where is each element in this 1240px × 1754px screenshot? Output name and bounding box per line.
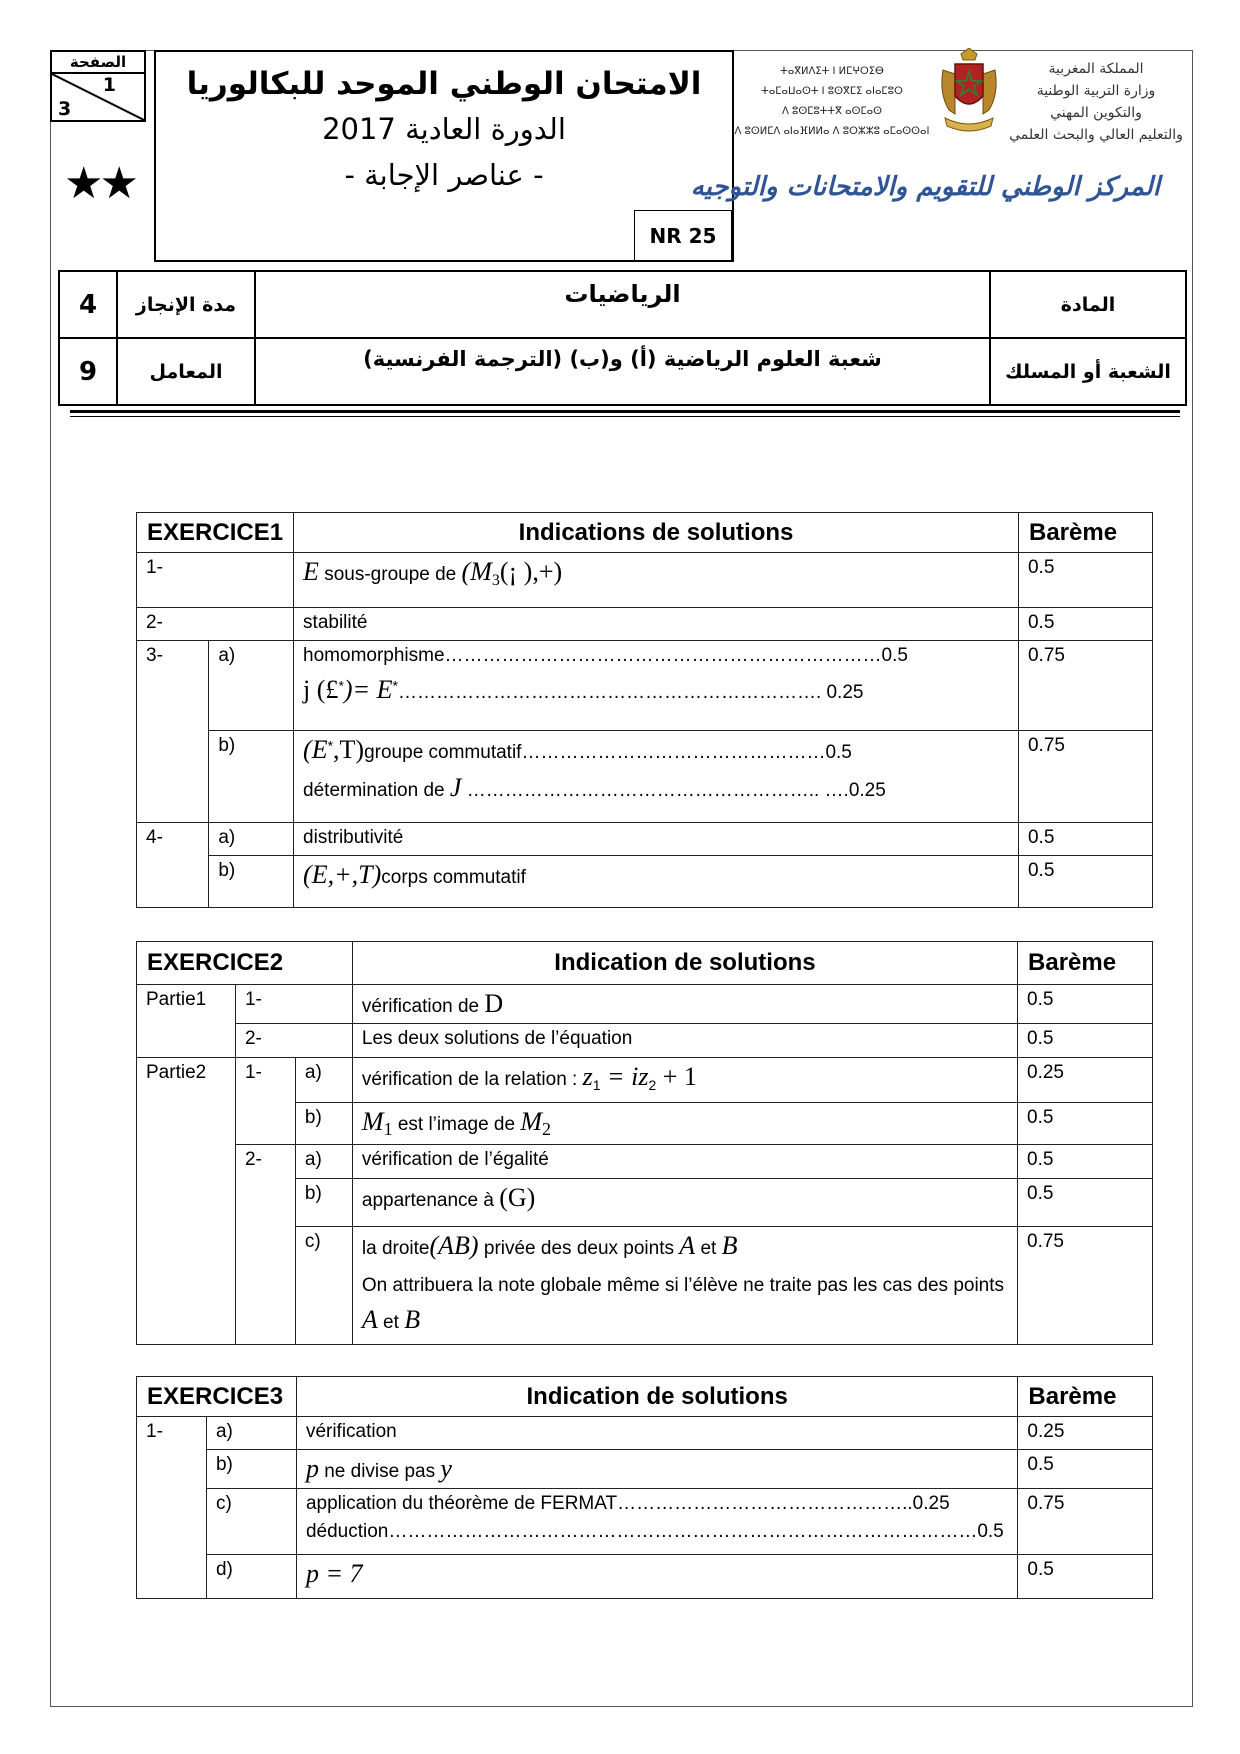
- question-letter: a): [209, 641, 294, 731]
- exam-subtitle: - عناصر الإجابة -: [344, 158, 544, 192]
- score: 0.5: [1018, 985, 1153, 1024]
- math: A: [361, 1305, 378, 1334]
- table-row: [137, 1417, 1153, 1450]
- solutions-header: Indication de solutions: [296, 1377, 1017, 1417]
- tifinagh-line: ⴷ ⵓⵙⵎⵓⵜⵜⴳ ⴰⵙⵎⴰⵙ: [782, 106, 882, 117]
- exam-code: NR 25: [634, 210, 732, 262]
- math: z: [582, 1062, 593, 1091]
- header-separator: [70, 410, 1180, 413]
- stream-label: الشعبة أو المسلك: [990, 338, 1186, 405]
- stream-name: شعبة العلوم الرياضية (أ) و(ب) (الترجمة الفرنسية): [255, 338, 990, 405]
- table-row: [137, 553, 1153, 608]
- tifinagh-line: ⴷ ⵓⵙⵍⵎⴷ ⴰⵏⴰⴼⵍⵍⴰ ⴷ ⵓⵔⵣⵣⵓ ⴰⵎⴰⵙⵙⴰⵏ: [734, 126, 930, 137]
- exam-session: الدورة العادية 2017: [322, 112, 566, 146]
- solution-text: vérification de l’égalité: [352, 1145, 1017, 1179]
- text: corps commutatif: [381, 867, 526, 888]
- score: 0.5: [1018, 856, 1152, 908]
- score: 0.75: [1018, 641, 1152, 731]
- math: E: [303, 557, 319, 586]
- score: 0.5: [1018, 1450, 1153, 1489]
- solution-text: [296, 1450, 1017, 1489]
- header-separator-thin: [70, 416, 1180, 417]
- solution-text: [294, 553, 1019, 608]
- coefficient-label: المعامل: [117, 338, 255, 405]
- table-row: [137, 1555, 1153, 1599]
- math: (AB): [429, 1231, 479, 1260]
- math: (E: [303, 735, 328, 764]
- evaluation-center-name: المركز الوطني للتقويم والامتحانات والتوجيه: [690, 172, 1160, 202]
- score: 0.75: [1018, 731, 1152, 823]
- text: ne divise pas: [318, 1461, 441, 1482]
- solution-text: [352, 1058, 1017, 1103]
- exercise-title: EXERCICE1: [137, 513, 294, 553]
- score: 0.5: [1018, 1179, 1153, 1227]
- ministry-line: المملكة المغربية: [1048, 61, 1144, 77]
- math-sup: *: [392, 677, 398, 694]
- table-row: [137, 1058, 1153, 1103]
- solutions-header: Indication de solutions: [352, 942, 1017, 985]
- table-header-row: [137, 942, 1153, 985]
- ministry-line: والتعليم العالي والبحث العلمي: [1009, 127, 1183, 143]
- table-header-row: [137, 513, 1153, 553]
- table-row: [137, 985, 1153, 1024]
- solution-text: [352, 1179, 1017, 1227]
- math: M: [520, 1107, 543, 1136]
- score: 0.75: [1018, 1227, 1153, 1345]
- table-header-row: [137, 1377, 1153, 1417]
- score: 0.5: [1018, 1024, 1153, 1058]
- question-number: 1-: [137, 1417, 207, 1599]
- solution-text: [294, 731, 1019, 823]
- question-letter: a): [206, 1417, 296, 1450]
- score: 0.5: [1018, 553, 1152, 608]
- text: groupe commutatif…………………………………………0.5: [364, 742, 852, 763]
- solution-text: Les deux solutions de l’équation: [352, 1024, 1017, 1058]
- solution-text: [296, 1555, 1017, 1599]
- score: 0.5: [1018, 1145, 1153, 1179]
- score: 0.5: [1018, 1103, 1153, 1145]
- question-number: 1-: [137, 553, 294, 608]
- ministry-line: والتكوين المهني: [1050, 105, 1142, 121]
- tifinagh-heading: [732, 62, 932, 142]
- math: J: [449, 773, 462, 802]
- text: sous-groupe de: [318, 564, 462, 585]
- ministry-heading: [1000, 58, 1192, 146]
- solution-line: [303, 773, 1009, 803]
- math: p: [305, 1454, 319, 1483]
- solution-line: [362, 1231, 1008, 1261]
- math-sub: 1: [592, 1076, 601, 1093]
- table-row: [137, 608, 1153, 641]
- table-row: [137, 1145, 1153, 1179]
- math: (¡ ),+): [499, 557, 563, 586]
- solution-text: [294, 641, 1019, 731]
- ministry-line: وزارة التربية الوطنية: [1036, 83, 1156, 99]
- score: 0.75: [1018, 1489, 1153, 1555]
- math: + 1: [656, 1062, 697, 1091]
- question-letter: a): [209, 823, 294, 856]
- table-row: [137, 823, 1153, 856]
- text: appartenance à: [361, 1190, 500, 1211]
- score-header: Barème: [1018, 942, 1153, 985]
- score: 0.5: [1018, 823, 1152, 856]
- stars: ★★: [64, 158, 135, 209]
- subject-info-table: [58, 270, 1187, 406]
- part-label: Partie1: [137, 985, 236, 1058]
- duration-value: 4: [59, 271, 117, 338]
- question-number: 1-: [235, 985, 352, 1024]
- solution-line: [303, 735, 1009, 765]
- text: est l’image de: [392, 1114, 521, 1135]
- text: la droite: [361, 1238, 430, 1259]
- math: )= E: [343, 675, 393, 704]
- math-sub: 2: [648, 1076, 657, 1093]
- question-number: 3-: [137, 641, 209, 823]
- text: déduction…………………………………………………………………………………0.5: [305, 1521, 1004, 1542]
- text: détermination de: [303, 780, 450, 801]
- score: 0.5: [1018, 608, 1152, 641]
- duration-label: مدة الإنجاز: [117, 271, 255, 338]
- math: B: [404, 1305, 421, 1334]
- question-number: 2-: [235, 1145, 295, 1345]
- solution-text: [352, 1227, 1017, 1345]
- solution-note: [362, 1269, 1008, 1340]
- solution-text: [352, 1103, 1017, 1145]
- subject-name: الرياضيات: [255, 271, 990, 338]
- tifinagh-line: ⵜⴰⴳⵍⴷⵉⵜ ⵏ ⵍⵎⵖⵔⵉⴱ: [780, 66, 884, 77]
- score: 0.25: [1018, 1417, 1153, 1450]
- math: = iz: [600, 1062, 649, 1091]
- score-header: Barème: [1018, 1377, 1153, 1417]
- solution-text: [296, 1489, 1017, 1555]
- math: (E,+,T): [303, 860, 382, 889]
- math: j (£: [303, 675, 339, 704]
- solution-text: vérification: [296, 1417, 1017, 1450]
- tifinagh-line: ⵜⴰⵎⴰⵡⴰⵙⵜ ⵏ ⵓⵙⴳⵎⵉ ⴰⵏⴰⵎⵓⵔ: [761, 86, 903, 97]
- text: vérification de la relation :: [361, 1069, 583, 1090]
- math: B: [721, 1231, 738, 1260]
- math-sup: *: [327, 737, 334, 754]
- text: application du théorème de FERMAT………………………………………..0.25: [305, 1493, 950, 1514]
- math: (M: [461, 557, 492, 586]
- text: homomorphisme……………………………………………………………0.5: [303, 645, 908, 666]
- page-number-box: [50, 50, 146, 122]
- exercise2-table: [136, 941, 1153, 1345]
- question-letter: a): [295, 1058, 352, 1103]
- page-label: الصفحة: [52, 52, 144, 74]
- math: A: [679, 1231, 696, 1260]
- page-total: 3: [58, 98, 72, 120]
- text: et: [695, 1238, 722, 1259]
- question-number: 2-: [137, 608, 294, 641]
- question-letter: d): [206, 1555, 296, 1599]
- question-letter: b): [295, 1103, 352, 1145]
- text: vérification de: [361, 996, 485, 1017]
- math: M: [361, 1107, 384, 1136]
- table-row: [137, 1450, 1153, 1489]
- text: …………………………………………………………. 0.25: [397, 682, 864, 703]
- part-label: Partie2: [137, 1058, 236, 1345]
- math: (G): [499, 1183, 536, 1212]
- solutions-header: Indications de solutions: [294, 513, 1019, 553]
- question-letter: b): [206, 1450, 296, 1489]
- subject-label: المادة: [990, 271, 1186, 338]
- solution-line: [303, 675, 1009, 705]
- question-letter: b): [295, 1179, 352, 1227]
- table-row: [137, 641, 1153, 731]
- table-row: [137, 1024, 1153, 1058]
- math-sub: 2: [542, 1118, 552, 1139]
- math: p = 7: [305, 1559, 363, 1588]
- text: et: [377, 1312, 405, 1333]
- math-sub: 1: [383, 1118, 393, 1139]
- question-letter: c): [295, 1227, 352, 1345]
- question-number: 4-: [137, 823, 209, 908]
- text: On attribuera la note globale même si l’élève ne traite pas les cas des points: [361, 1275, 1005, 1296]
- coat-of-arms-icon: [935, 48, 1003, 134]
- math: y: [440, 1454, 452, 1483]
- question-letter: c): [206, 1489, 296, 1555]
- solution-text: [352, 985, 1017, 1024]
- score-header: Barème: [1018, 513, 1152, 553]
- score: 0.25: [1018, 1058, 1153, 1103]
- solution-text: distributivité: [294, 823, 1019, 856]
- solution-text: stabilité: [294, 608, 1019, 641]
- question-number: 2-: [235, 1024, 352, 1058]
- question-letter: b): [209, 856, 294, 908]
- table-row: [137, 1489, 1153, 1555]
- question-number: 1-: [235, 1058, 295, 1145]
- question-letter: b): [209, 731, 294, 823]
- exercise3-table: [136, 1376, 1153, 1599]
- exercise-title: EXERCICE3: [137, 1377, 297, 1417]
- exam-title: الامتحان الوطني الموحد للبكالوريا: [186, 66, 702, 102]
- math-sup: *: [338, 677, 344, 694]
- text: ……………………………………………….. ….0.25: [461, 780, 886, 801]
- solution-text: [294, 856, 1019, 908]
- score: 0.5: [1018, 1555, 1153, 1599]
- exercise-title: EXERCICE2: [137, 942, 353, 985]
- math-sub: 3: [491, 571, 500, 589]
- math: D: [484, 989, 504, 1018]
- text: privée des deux points: [478, 1238, 680, 1259]
- page-current: 1: [102, 74, 116, 96]
- table-row: [137, 856, 1153, 908]
- coefficient-value: 9: [59, 338, 117, 405]
- question-letter: a): [295, 1145, 352, 1179]
- table-row: [137, 731, 1153, 823]
- exercise1-table: [136, 512, 1153, 908]
- math: ,T): [333, 735, 365, 764]
